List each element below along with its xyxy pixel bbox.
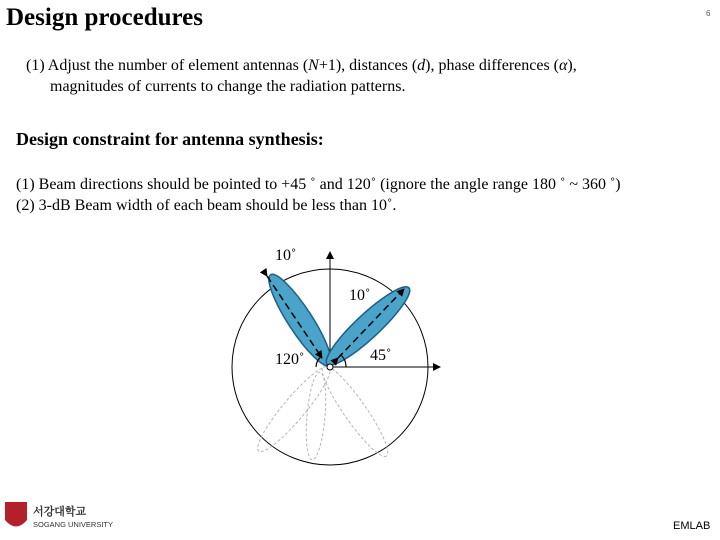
variable-n: N bbox=[308, 57, 319, 74]
page-number: 6 bbox=[706, 9, 711, 18]
origin-point bbox=[327, 364, 333, 370]
variable-d: d bbox=[417, 57, 426, 74]
ghost-lobe-bottom bbox=[303, 371, 329, 460]
procedure-line-1-mid2: ), phase differences ( bbox=[425, 57, 559, 74]
university-name-english: SOGANG UNIVERSITY bbox=[33, 520, 114, 529]
procedure-line-1-mid1: +1), distances ( bbox=[318, 57, 418, 74]
constraint-heading: Design constraint for antenna synthesis: bbox=[16, 129, 324, 149]
procedure-line-1-prefix: (1) Adjust the number of element antennas ( bbox=[26, 57, 309, 74]
university-name-korean: 서강대학교 bbox=[33, 505, 87, 518]
ghost-lobe-right bbox=[314, 360, 395, 463]
constraint-item-1: (1) Beam directions should be pointed to +45 ˚ and 120˚ (ignore the angle range 180 ˚ ~ 360 ˚) bbox=[16, 176, 621, 193]
angle-label-120: 120˚ bbox=[275, 351, 305, 368]
beamwidth-label-left: 10˚ bbox=[275, 247, 297, 264]
beamwidth-arrow-left bbox=[267, 276, 322, 358]
page-title: Design procedures bbox=[6, 4, 203, 31]
ghost-lobe-left bbox=[250, 360, 338, 458]
procedure-line-1-suffix: ), bbox=[567, 57, 577, 74]
ghost-lobes bbox=[250, 360, 395, 463]
angle-label-45: 45˚ bbox=[370, 347, 392, 364]
constraint-item-2: (2) 3-dB Beam width of each beam should be less than 10˚. bbox=[16, 197, 397, 214]
university-seal-icon bbox=[5, 502, 27, 527]
beamwidth-label-right: 10˚ bbox=[349, 287, 371, 304]
footer-brand: EMLAB bbox=[673, 520, 711, 532]
procedure-line-2: magnitudes of currents to change the radiation patterns. bbox=[50, 78, 406, 95]
university-logo bbox=[2, 500, 122, 536]
variable-alpha: α bbox=[559, 57, 568, 74]
